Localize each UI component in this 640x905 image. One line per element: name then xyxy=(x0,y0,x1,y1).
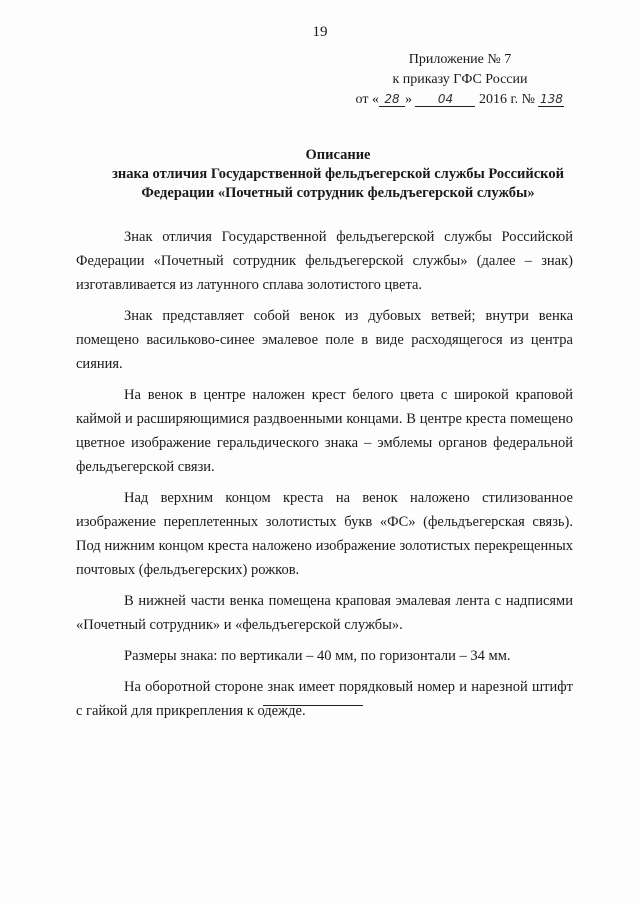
paragraph-2: Знак представляет собой венок из дубовых ветвей; внутри венка помещено васильково-синее эмалевое поле в виде расходящегося из центра сияния. xyxy=(76,308,573,372)
title-line-1: Описание xyxy=(305,147,371,163)
paragraph-1: Знак отличия Государственной фельдъегерской службы Российской Федерации «Почетный сотрудник фельдъегерской службы» (далее – знак) изготавливается из латунного сплава золотистого цвета. xyxy=(76,229,573,293)
appendix-order-ref: к приказу ГФС России xyxy=(392,72,528,87)
paragraph-7: На оборотной стороне знак имеет порядковый номер и нарезной штифт с гайкой для прикрепления к одежде. xyxy=(76,679,573,719)
date-separator: » xyxy=(404,92,412,107)
date-year: 2016 г. № xyxy=(478,92,535,107)
date-prefix: от « xyxy=(355,92,379,107)
title-line-2: знака отличия Государственной фельдъегерской службы Российской xyxy=(112,166,564,182)
appendix-header xyxy=(340,50,580,110)
handwritten-month: 04 xyxy=(415,92,475,107)
closing-rule xyxy=(263,705,363,706)
appendix-title: Приложение № 7 xyxy=(408,52,512,67)
handwritten-day: 28 xyxy=(379,92,405,107)
document-title xyxy=(60,146,616,203)
paragraph-6: Размеры знака: по вертикали – 40 мм, по горизонтали – 34 мм. xyxy=(124,648,511,664)
document-body xyxy=(76,225,573,730)
title-line-3: Федерации «Почетный сотрудник фельдъегерской службы» xyxy=(141,185,535,201)
paragraph-4: Над верхним концом креста на венок наложено стилизованное изображение переплетенных золотистых букв «ФС» (фельдъегерская связь). Под нижним концом креста наложено изображение золотистых перекрещенных почтовых (фельдъегерских) рожков. xyxy=(76,490,573,578)
appendix-date-line xyxy=(340,90,580,110)
paragraph-3: На венок в центре наложен крест белого цвета с широкой краповой каймой и расширяющимися раздвоенными концами. В центре креста помещено цветное изображение геральдического знака – эмблемы органов федеральной фельдъегерской связи. xyxy=(76,387,573,475)
handwritten-order-number: 138 xyxy=(540,92,563,106)
paragraph-5: В нижней части венка помещена краповая эмалевая лента с надписями «Почетный сотрудник» и «фельдъегерской службы». xyxy=(76,593,573,633)
page-number: 19 xyxy=(312,24,328,40)
